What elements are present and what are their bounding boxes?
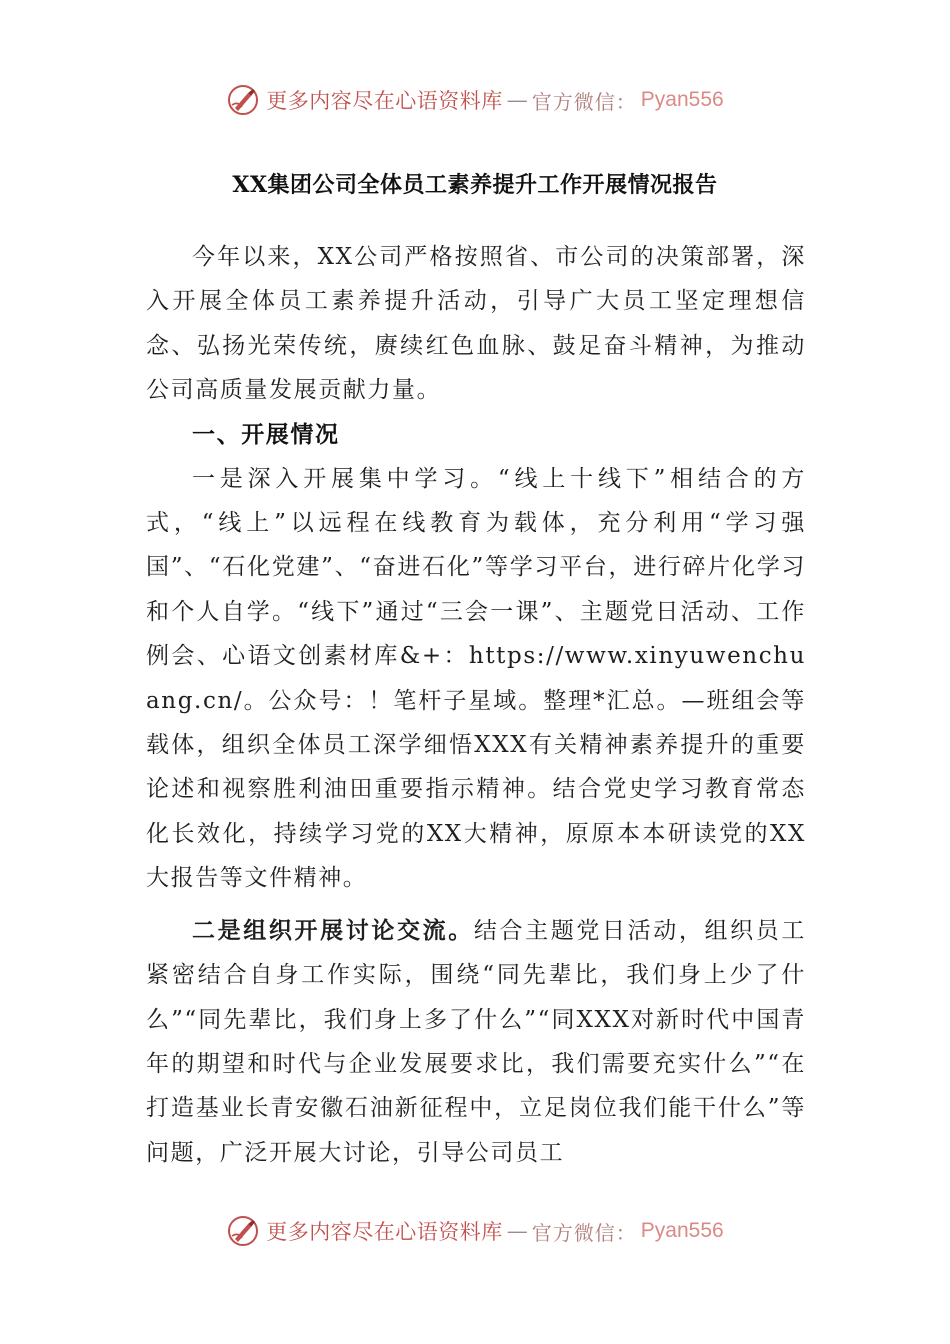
banner-site-text: 更多内容尽在心语资料库 (266, 1220, 503, 1244)
banner-wechat-label: 官方微信： (531, 1220, 637, 1245)
banner-dash: — (506, 1219, 528, 1243)
pen-logo-icon (226, 1214, 260, 1248)
document-title: XX集团公司全体员工素养提升工作开展情况报告 (232, 172, 718, 198)
pen-logo-icon (226, 83, 260, 117)
banner-dash: — (506, 88, 528, 112)
banner-wechat-id: Pyan556 (640, 88, 724, 111)
banner-site-text: 更多内容尽在心语资料库 (266, 89, 503, 113)
paragraph-study: 一是深入开展集中学习。“线上十线下”相结合的方式，“线上”以远程在线教育为载体，充分利用“学习强国”、“石化党建”、“奋进石化”等学习平台，进行碎片化学习和个人自学。“线下”通过“三会一课”、主题党日活动、工作例会、心语文创素材库&+：https://www.xinyuwenchuang.cn/。公众号：！笔杆子星域。整理*汇总。—班组会等载体，组织全体员工深学细悟XXX有关精神素养提升的重要论述和视察胜利油田重要指示精神。结合党史学习教育常态化长效化，持续学习党的XX大精神，原原本本研读党的XX大报告等文件精神。 (146, 465, 806, 892)
paragraph-rest: 结合主题党日活动，组织员工紧密结合自身工作实际，围绕“同先辈比，我们身上少了什么”“同先辈比，我们身上多了什么”“同XXX对新时代中国青年的期望和时代与企业发展要求比，我们需要充实什么”“在打造基业长青安徽石油新征程中，立足岗位我们能干什么”等问题，广泛开展大讨论，引导公司员工 (146, 917, 806, 1166)
banner-wechat-label: 官方微信： (531, 89, 637, 114)
intro-paragraph: 今年以来，XX公司严格按照省、市公司的决策部署，深入开展全体员工素养提升活动，引导广大员工坚定理想信念、弘扬光荣传统，赓续红色血脉、鼓足奋斗精神，为推动公司高质量发展贡献力量。 (146, 244, 806, 404)
section-heading: 一、开展情况 (192, 420, 340, 448)
document-body (146, 235, 806, 1175)
banner-wechat-id: Pyan556 (640, 1219, 724, 1242)
paragraph-discussion (146, 909, 806, 1175)
paragraph-lead: 二是组织开展讨论交流。 (192, 916, 474, 944)
footer-watermark-banner (0, 1209, 950, 1253)
header-watermark-banner (0, 78, 950, 122)
